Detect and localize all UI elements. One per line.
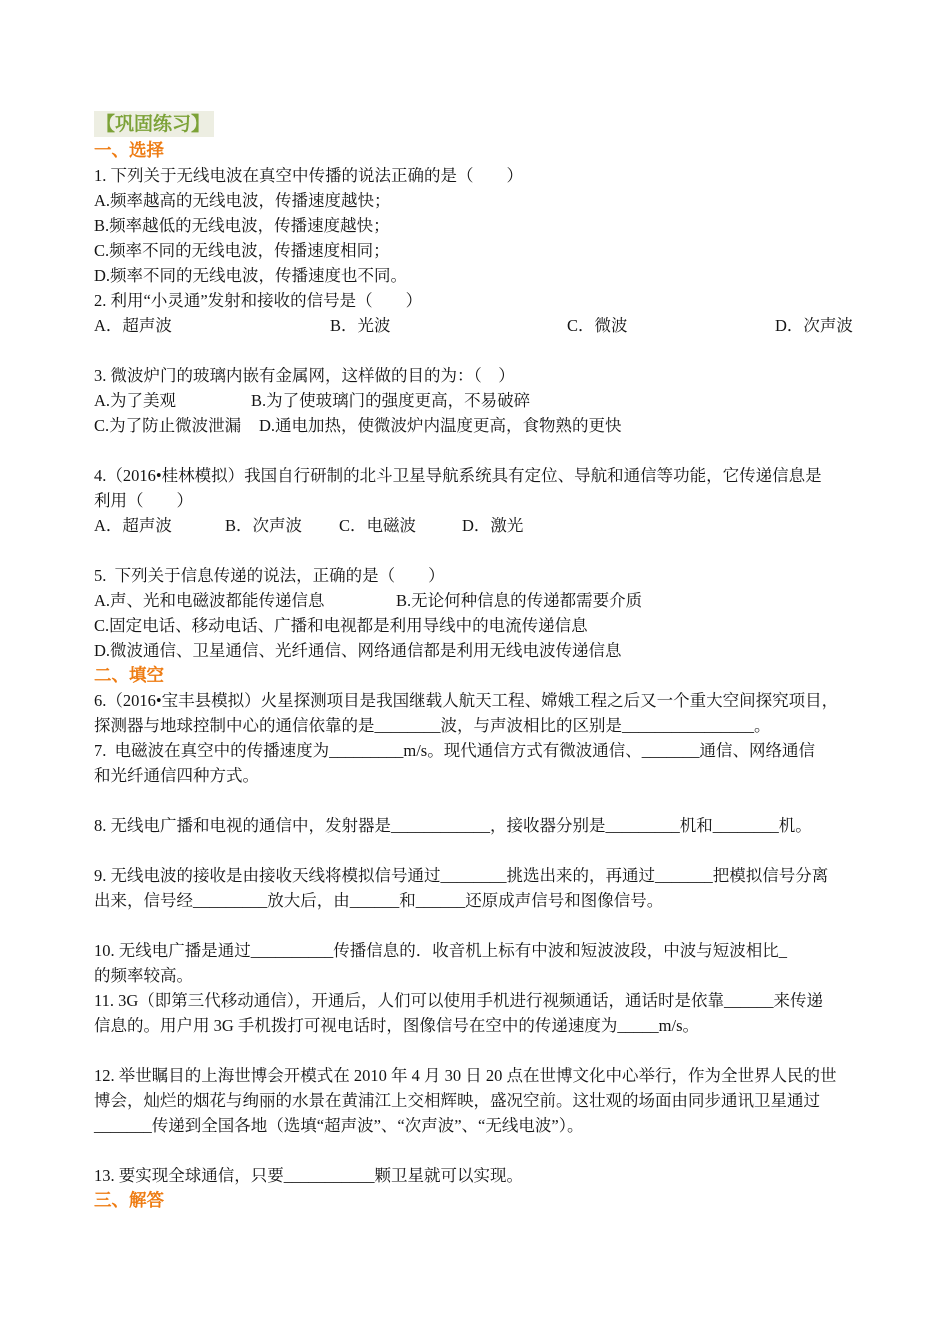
q12-line-3: _______传递到全国各地（选填“超声波”、“次声波”、“无线电波”）。 <box>94 1116 584 1135</box>
q4-options-row <box>94 513 890 538</box>
q4-option-c: C．电磁波 <box>339 516 417 535</box>
q2-option-c: C．微波 <box>567 316 628 335</box>
q4-option-a: A．超声波 <box>94 516 172 535</box>
spacer <box>94 538 890 563</box>
q12-line-1: 12. 举世瞩目的上海世博会开模式在 2010 年 4 月 30 日 20 点在世博文化中心举行，作为全世界人民的世 <box>94 1066 837 1085</box>
section-heading-fill: 二、填空 <box>94 665 164 685</box>
q1-option-b: B.频率越低的无线电波，传播速度越快； <box>94 216 390 235</box>
spacer <box>94 913 890 938</box>
q3-option-a: A.为了美观 <box>94 391 177 410</box>
q12-line-2: 博会，灿烂的烟花与绚丽的水景在黄浦江上交相辉映，盛况空前。这壮观的场面由同步通讯卫星通过 <box>94 1091 820 1110</box>
q1-stem: 1. 下列关于无线电波在真空中传播的说法正确的是（ ） <box>94 166 523 185</box>
q8-line-1: 8. 无线电广播和电视的通信中，发射器是____________，接收器分别是_________机和________机。 <box>94 816 812 835</box>
q4-line-1: 4.（2016•桂林模拟）我国自行研制的北斗卫星导航系统具有定位、导航和通信等功能，它传递信息是 <box>94 466 822 485</box>
q2-options-row <box>94 313 890 338</box>
title-line <box>94 111 890 138</box>
q4-option-b: B．次声波 <box>225 516 303 535</box>
q5-option-a: A.声、光和电磁波都能传递信息 <box>94 591 325 610</box>
q6-line-2: 探测器与地球控制中心的通信依靠的是________波，与声波相比的区别是________________。 <box>94 716 771 735</box>
q3-option-b: B.为了使玻璃门的强度更高，不易破碎 <box>251 391 531 410</box>
spacer <box>94 1038 890 1063</box>
q7-line-2: 和光纤通信四种方式。 <box>94 766 259 785</box>
spacer <box>94 438 890 463</box>
section-heading-answer: 三、解答 <box>94 1190 164 1210</box>
spacer <box>94 338 890 363</box>
q5-stem: 5. 下列关于信息传递的说法，正确的是（ ） <box>94 566 445 585</box>
q3-option-c: C.为了防止微波泄漏 <box>94 416 242 435</box>
q2-option-d: D．次声波 <box>775 316 853 335</box>
q10-line-2: 的频率较高。 <box>94 966 193 985</box>
q3-options-row-2 <box>94 413 890 438</box>
q3-option-d: D.通电加热，使微波炉内温度更高，食物熟的更快 <box>259 416 622 435</box>
spacer <box>94 788 890 813</box>
q1-option-d: D.频率不同的无线电波，传播速度也不同。 <box>94 266 408 285</box>
q3-options-row-1 <box>94 388 890 413</box>
q9-line-1: 9. 无线电波的接收是由接收天线将模拟信号通过________挑选出来的，再通过_______把模拟信号分离 <box>94 866 829 885</box>
q5-option-d: D.微波通信、卫星通信、光纤通信、网络通信都是利用无线电波传递信息 <box>94 641 622 660</box>
spacer <box>94 1138 890 1163</box>
page-title: 【巩固练习】 <box>94 111 214 137</box>
spacer <box>94 838 890 863</box>
q5-option-c: C.固定电话、移动电话、广播和电视都是利用导线中的电流传递信息 <box>94 616 588 635</box>
q9-line-2: 出来，信号经_________放大后，由______和______还原成声信号和图像信号。 <box>94 891 664 910</box>
q3-stem: 3. 微波炉门的玻璃内嵌有金属网，这样做的目的为：（ ） <box>94 366 515 385</box>
q1-option-a: A.频率越高的无线电波，传播速度越快； <box>94 191 391 210</box>
q5-options-row-1 <box>94 588 890 613</box>
q4-option-d: D．激光 <box>462 516 524 535</box>
q2-option-a: A．超声波 <box>94 316 172 335</box>
section-heading-choice: 一、选择 <box>94 140 164 160</box>
q13-line-1: 13. 要实现全球通信，只要___________颗卫星就可以实现。 <box>94 1166 523 1185</box>
q4-line-2: 利用（ ） <box>94 491 193 510</box>
q2-stem: 2. 利用“小灵通”发射和接收的信号是（ ） <box>94 291 423 310</box>
q5-option-b: B.无论何种信息的传递都需要介质 <box>396 591 643 610</box>
q11-line-1: 11. 3G（即第三代移动通信），开通后，人们可以使用手机进行视频通话，通话时是依靠______来传递 <box>94 991 824 1010</box>
q11-line-2: 信息的。用户用 3G 手机拨打可视电话时，图像信号在空中的传递速度为_____m/s。 <box>94 1016 700 1035</box>
q1-option-c: C.频率不同的无线电波，传播速度相同； <box>94 241 390 260</box>
q2-option-b: B．光波 <box>330 316 391 335</box>
q10-line-1: 10. 无线电广播是通过__________传播信息的．收音机上标有中波和短波波段，中波与短波相比_ <box>94 941 787 960</box>
q6-line-1: 6.（2016•宝丰县模拟）火星探测项目是我国继载人航天工程、嫦娥工程之后又一个重大空间探究项目， <box>94 691 839 710</box>
q7-line-1: 7. 电磁波在真空中的传播速度为_________m/s。现代通信方式有微波通信、_______通信、网络通信 <box>94 741 815 760</box>
